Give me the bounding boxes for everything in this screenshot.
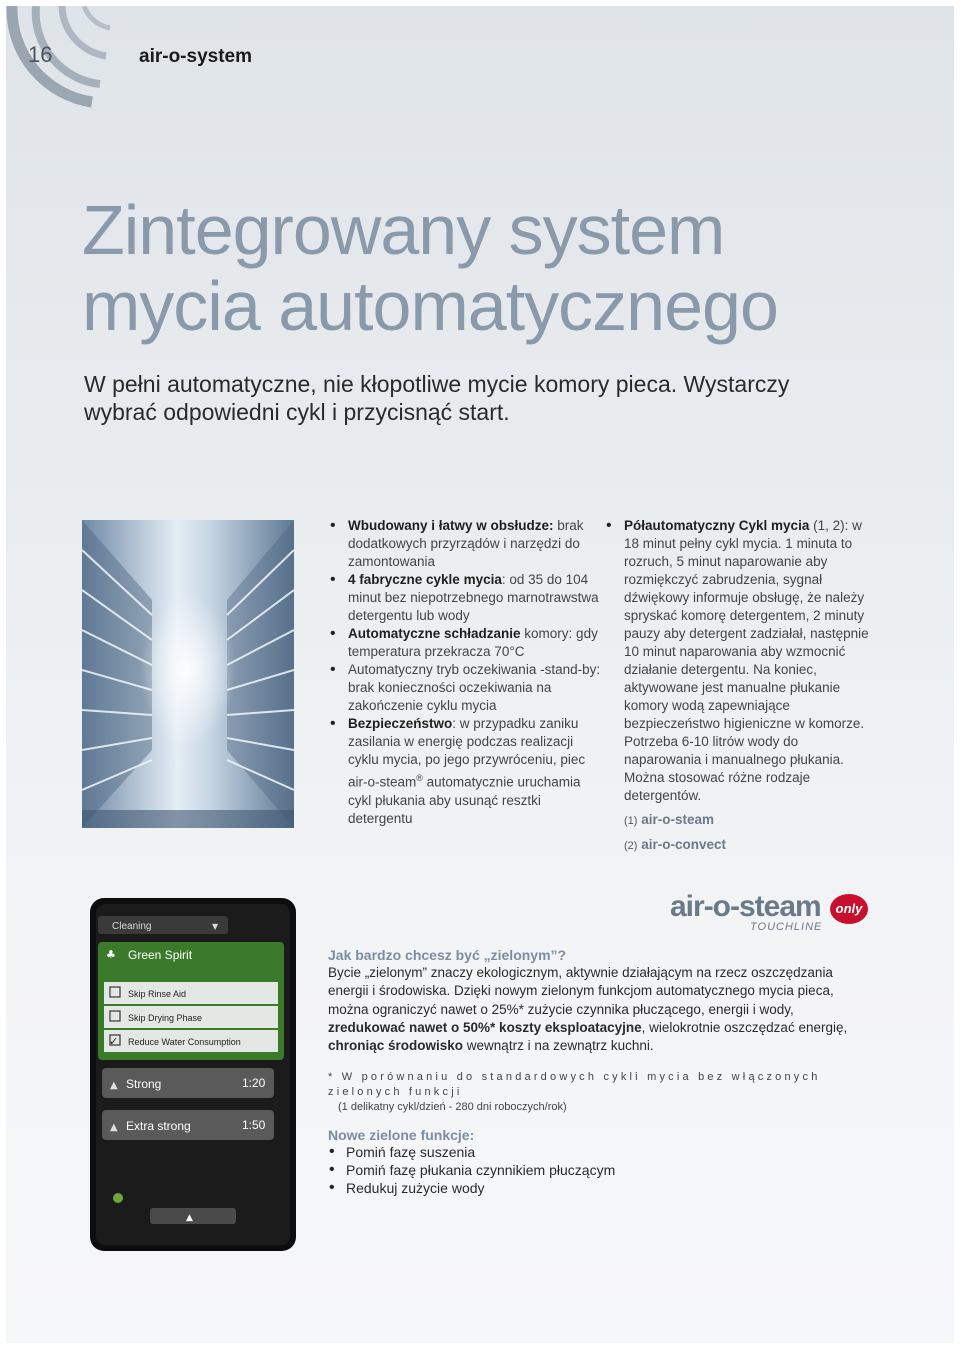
- list-item: • Redukuj zużycie wody: [328, 1179, 615, 1197]
- option-label: Skip Rinse Aid: [128, 989, 187, 999]
- page-title: [82, 192, 942, 344]
- intro-text: [84, 370, 884, 426]
- footnote-ref-1: (1) air-o-steam: [624, 812, 714, 827]
- panel-title: Green Spirit: [128, 948, 193, 962]
- list-item: • 4 fabryczne cykle mycia: od 35 do 104 minut bez niepotrzebnego marnotrawstwa detergentu lub wody: [328, 571, 603, 625]
- green-leaf-icon: [113, 1193, 123, 1203]
- scroll-up-button[interactable]: [150, 1208, 236, 1224]
- green-heading: Jak bardzo chcesz być „zielonym”?: [328, 947, 567, 963]
- dropdown-label: Cleaning: [112, 921, 152, 932]
- page-number: 16: [28, 42, 53, 67]
- chevron-down-icon: ▼: [212, 922, 219, 931]
- list-item: • Automatyczne schładzanie komory: gdy temperatura przekracza 70°C: [328, 625, 603, 661]
- decorative-arcs: [6, 6, 136, 121]
- only-badge: only: [830, 894, 868, 924]
- new-functions-list: [328, 1143, 615, 1197]
- page: [6, 6, 954, 1343]
- spray-icon: ▲: [110, 1080, 118, 1091]
- option-label: Reduce Water Consumption: [128, 1037, 241, 1047]
- title-line-2: mycia automatycznego: [82, 267, 778, 345]
- program-name: Strong: [126, 1077, 162, 1091]
- oven-interior-photo: [82, 520, 294, 828]
- intro-line-2: wybrać odpowiedni cykl i przycisnąć start.: [84, 399, 510, 425]
- program-time: 1:50: [242, 1118, 266, 1132]
- checkmark-icon: ✓: [109, 1035, 119, 1048]
- chevron-up-icon: ▲: [186, 1213, 193, 1223]
- green-paragraph: Bycie „zielonym” znaczy ekologicznym, aktywnie działającym na rzecz oszczędzania energii i środowiska. Dzięki nowym zielonym funkcjom automatycznego mycia pieca, można ograniczyć nawet o 25%* zużycie czynnika płuczącego, energii i wody, zredukować nawet o 50%* koszty eksploatacyjne, wielokrotnie oszczędzać energię, chroniąc środowisko wewnątrz i na zewnątrz kuchni.: [328, 965, 848, 1054]
- list-item: • Automatyczny tryb oczekiwania -stand-by: brak konieczności oczekiwania na zakończenie cyklu mycia: [328, 661, 603, 715]
- air-o-steam-logo: air-o-steam only TOUCHLINE: [670, 890, 870, 938]
- program-name: Extra strong: [126, 1119, 191, 1133]
- spray-icon: ▲: [110, 1122, 118, 1133]
- new-functions-heading: Nowe zielone funkcje:: [328, 1127, 475, 1143]
- footnote: * W porównaniu do standardowych cykli mycia bez włączonych zielonych funkcji (1 delikatny cykl/dzień - 280 dni roboczych/rok): [328, 1071, 821, 1113]
- list-item: • Półautomatyczny Cykl mycia (1, 2): w 18 minut pełny cykl mycia. 1 minuta to rozruch, 5 minut naparowanie aby rozmiękczyć zabrudzenia, sygnał dźwiękowy informuje obsługę, że należy spryskać komorę detergentem, 2 minuty pauzy aby detergent zadziałał, następnie 10 minut naparowania aby wzmocnić działanie detergentu. Na koniec, aktywowane jest manualne płukanie komory wodą zapewniające bezpieczeństwo higieniczne w komorze. Potrzeba 6-10 litrów wody do naparowania i manualnego płukania. Można stosować różne rodzaje detergentów.: [604, 517, 874, 805]
- list-item: • Pomiń fazę płukania czynnikiem płuczącym: [328, 1161, 615, 1179]
- program-time: 1:20: [242, 1076, 266, 1090]
- tree-icon: ♣: [106, 948, 116, 961]
- list-item: • Wbudowany i łatwy w obsłudze: brak dodatkowych przyrządów i narzędzi do zamontowania: [328, 517, 603, 571]
- list-item: • Bezpieczeństwo: w przypadku zaniku zasilania w energię podczas realizacji cyklu mycia, po jego przywróceniu, piec air-o-steam® automatycznie uruchamia cykl płukania aby usunąć resztki detergentu: [328, 715, 603, 828]
- footnote-ref-2: (2) air-o-convect: [624, 837, 726, 852]
- section-title: air-o-system: [139, 46, 252, 67]
- feature-list-right: [604, 517, 874, 857]
- list-item: • Pomiń fazę suszenia: [328, 1143, 615, 1161]
- intro-line-1: W pełni automatyczne, nie kłopotliwe mycie komory pieca. Wystarczy: [84, 371, 790, 397]
- title-line-1: Zintegrowany system: [82, 191, 725, 269]
- feature-list-left: [328, 517, 603, 828]
- option-label: Skip Drying Phase: [128, 1013, 203, 1023]
- touchscreen-device: [90, 898, 296, 1251]
